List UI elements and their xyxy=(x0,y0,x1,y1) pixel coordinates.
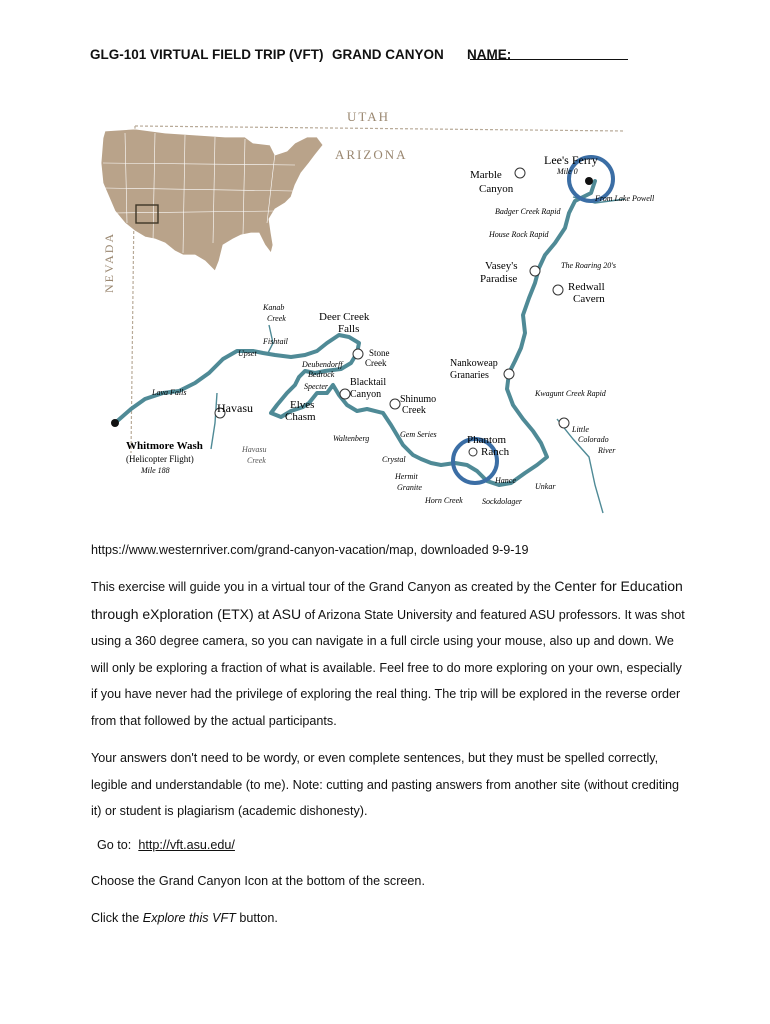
havasu-label: Havasu xyxy=(217,401,253,415)
vft-link[interactable]: http://vft.asu.edu/ xyxy=(138,838,235,852)
shinumo-label: Shinumo xyxy=(400,394,437,405)
fishtail-label: Fishtail xyxy=(263,337,288,346)
whitmore-label: Whitmore Wash xyxy=(126,440,203,452)
instruction2-suffix: button. xyxy=(235,911,278,925)
little-label: Little xyxy=(572,425,589,434)
lava-falls-label: Lava Falls xyxy=(152,388,187,397)
stone-label: Stone xyxy=(369,348,390,358)
havasu-creek-label-1: Havasu xyxy=(242,445,267,454)
specter-label: Specter xyxy=(304,382,328,391)
house-rock-label: House Rock Rapid xyxy=(489,230,549,239)
roaring-20s-label: The Roaring 20's xyxy=(561,261,617,270)
sockdolager-label: Sockdolager xyxy=(482,497,522,506)
instruction-choose-icon: Choose the Grand Canyon Icon at the bottom of the screen. xyxy=(91,874,425,888)
deubendorff-label: Deubendorff xyxy=(302,360,343,369)
source-citation: https://www.westernriver.com/grand-canyon-vacation/map, downloaded 9-9-19 xyxy=(91,543,529,557)
ranch-label: Ranch xyxy=(481,446,510,458)
intro-paragraph xyxy=(91,573,691,734)
canyon-label: Canyon xyxy=(479,183,514,195)
badger-creek-label: Badger Creek Rapid xyxy=(495,207,561,216)
usa-inset-map xyxy=(101,129,323,271)
chasm-label: Chasm xyxy=(285,411,316,423)
havasu-creek-label-2: Creek xyxy=(247,456,266,465)
granite-label: Granite xyxy=(397,483,422,492)
name-label: NAME: xyxy=(467,47,512,62)
deer-creek-label: Deer Creek xyxy=(319,311,370,323)
instruction-click-button xyxy=(91,905,691,932)
shinumo-creek-label: Creek xyxy=(402,405,426,416)
trip-subject: GRAND CANYON xyxy=(332,47,444,62)
kanab-label: Kanab xyxy=(263,303,285,312)
lees-ferry-mile: Mile 0 xyxy=(557,167,578,176)
goto-label: Go to: xyxy=(97,838,132,852)
utah-label: UTAH xyxy=(347,109,391,124)
upset-label: Upset xyxy=(238,349,257,358)
whitmore-mile: Mile 188 xyxy=(141,466,170,475)
redwall-label: Redwall xyxy=(568,281,605,293)
intro-part3: of Arizona State University and featured ASU professors. It was shot using a 360 degree camera, so you can navigate in a full circle using your mouse, also up and down. We will only be exploring a fraction of what is available. Feel free to do more exploring on your own, especially if you have never had the privilege of exploring the real thing. The trip will be explored in the reverse order from that followed by the actual participants. xyxy=(91,607,685,728)
vaseys-label: Vasey's xyxy=(485,260,518,272)
gem-series-label: Gem Series xyxy=(400,430,437,439)
explore-vft-text: Explore this VFT xyxy=(142,911,236,925)
phantom-label: Phantom xyxy=(467,434,507,446)
unkar-label: Unkar xyxy=(535,482,556,491)
elves-label: Elves xyxy=(290,399,315,411)
name-blank-line xyxy=(470,47,628,60)
crystal-label: Crystal xyxy=(382,455,406,464)
intro-part1: This exercise will guide you in a virtual tour of the Grand Canyon as created by the xyxy=(91,580,555,594)
river-label: River xyxy=(598,446,616,455)
helicopter-label: (Helicopter Flight) xyxy=(126,454,194,464)
hance-label: Hance xyxy=(495,476,516,485)
waltenberg-label: Waltenberg xyxy=(333,434,370,443)
kwagunt-label: Kwagunt Creek Rapid xyxy=(535,389,606,398)
marble-label: Marble xyxy=(470,169,502,181)
instruction2-prefix: Click the xyxy=(91,911,143,925)
answer-guidelines-paragraph: Your answers don't need to be wordy, or even complete sentences, but they must be spelled correctly, legible and understandable (to me). Note: cutting and pasting answers from another site (without crediting it) or student is plagiarism (academic dishonesty). xyxy=(91,751,680,818)
arizona-label: ARIZONA xyxy=(335,147,408,162)
goto-line xyxy=(97,832,697,859)
nevada-label: NEVADA xyxy=(102,231,116,293)
horn-creek-label: Horn Creek xyxy=(425,496,463,505)
kanab-creek-label: Creek xyxy=(267,314,286,323)
from-lake-powell-label: From Lake Powell xyxy=(595,194,655,203)
hermit-label: Hermit xyxy=(395,472,418,481)
cavern-label: Cavern xyxy=(573,293,605,305)
blacktail-canyon-label: Canyon xyxy=(350,389,382,400)
falls-label: Falls xyxy=(338,323,360,335)
bedrock-label: Bedrock xyxy=(308,370,335,379)
lees-ferry-label: Lee's Ferry xyxy=(544,153,598,167)
intro-etx: Center for Education through eXploration (ETX) at ASU xyxy=(91,578,683,622)
grand-canyon-river-map xyxy=(95,93,655,518)
nankoweap-label: Nankoweap xyxy=(450,358,498,369)
course-title: GLG-101 VIRTUAL FIELD TRIP (VFT) xyxy=(90,47,324,62)
stone-creek-label: Creek xyxy=(365,358,387,368)
page-header xyxy=(90,47,690,67)
paradise-label: Paradise xyxy=(480,273,518,285)
blacktail-label: Blacktail xyxy=(350,377,387,388)
colorado-label: Colorado xyxy=(578,435,609,444)
granaries-label: Granaries xyxy=(450,370,489,381)
